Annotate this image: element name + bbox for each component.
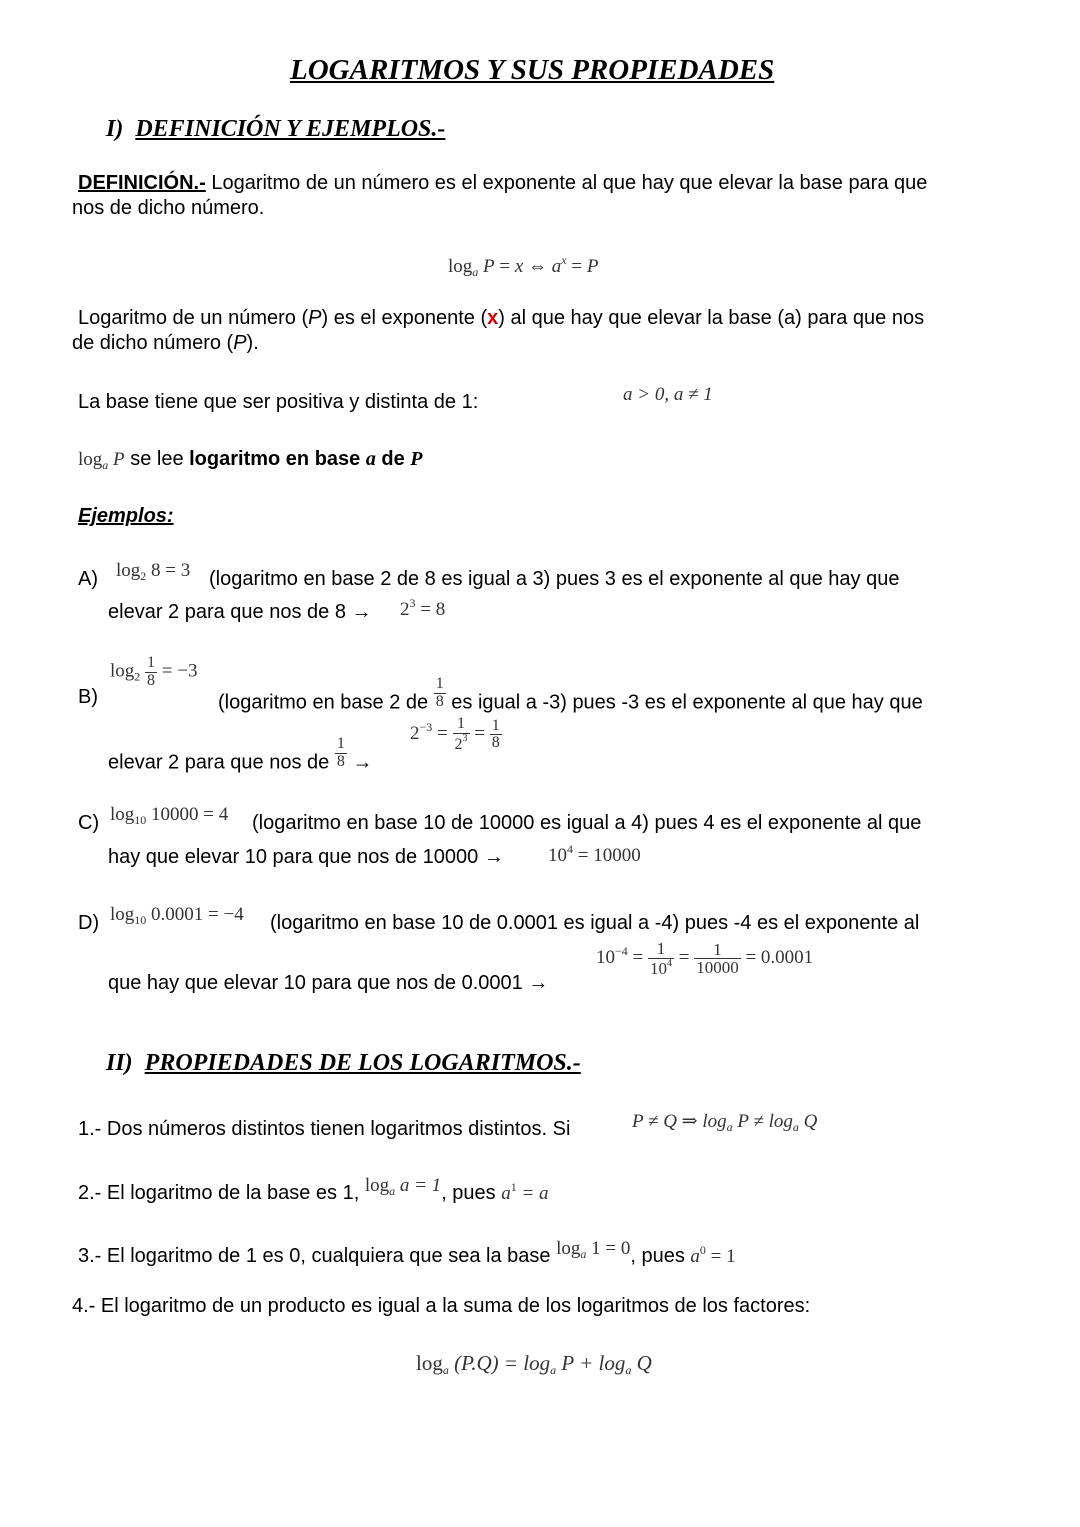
example-b-result: [410, 716, 502, 754]
example-b-result-sup: −3: [419, 720, 433, 735]
main-formula-eq: =: [494, 256, 515, 277]
main-formula-sup: x: [561, 253, 567, 267]
property-4-text: 4.- El logaritmo de un producto es igual a la suma de los logaritmos de los factores:: [72, 1295, 811, 1317]
property-3-line: [78, 1238, 736, 1270]
example-b-result-base: 2: [410, 723, 420, 745]
property-3-log: log: [556, 1238, 581, 1259]
reading-arg: P: [108, 449, 125, 470]
reading-text: se lee: [124, 448, 190, 470]
fraction-numerator: 1: [694, 941, 741, 960]
fraction-denominator: [453, 734, 470, 754]
explanation-text: ) al que hay que elevar la base (a) para que nos: [498, 307, 925, 329]
property-1-text: 1.- Dos números distintos tienen logaritmos distintos. Si: [78, 1118, 571, 1140]
equals: =: [627, 947, 648, 969]
definition-text-1: Logaritmo de un número es el exponente al que hay que elevar la base para que: [205, 172, 928, 194]
example-a-log: log: [116, 560, 141, 581]
example-c-result-rest: = 10000: [573, 845, 641, 866]
property-1-formula-part: P ≠ Q ⇒ log: [632, 1111, 727, 1132]
example-d-result-fraction-2: [694, 941, 741, 978]
example-c-base: 10: [134, 813, 147, 827]
equals: =: [432, 723, 453, 745]
property-3-rest: 1 = 0: [586, 1238, 631, 1259]
equals: =: [469, 723, 490, 745]
example-b-text: elevar 2 para que nos de: [108, 751, 330, 774]
explanation-line-1: [78, 307, 924, 330]
fraction-numerator: 1: [435, 675, 444, 692]
comma: ,: [630, 1245, 636, 1267]
property-2-base: a: [389, 1184, 396, 1198]
fraction-denominator: 8: [491, 734, 500, 752]
section-1-number: I): [106, 116, 124, 142]
main-formula-eq2: =: [566, 256, 587, 277]
property-1-base: a: [726, 1120, 733, 1134]
example-d-letter: D): [78, 912, 100, 934]
reading-bold-text: logaritmo en base: [189, 448, 366, 470]
property-1-formula-part: Q: [798, 1111, 818, 1132]
fraction-denominator-base: 2: [454, 735, 463, 753]
property-2-line: [78, 1175, 549, 1207]
property-1-formula-part: P ≠ log: [732, 1111, 793, 1132]
main-formula-arg: P: [478, 256, 495, 277]
example-a-result-base: 2: [400, 599, 410, 620]
fraction-denominator-base: 10: [650, 958, 667, 978]
product-formula-base: a: [550, 1363, 557, 1377]
section-2-number: II): [106, 1050, 133, 1076]
property-2-formula: [365, 1175, 441, 1196]
property-2-proof-sup: 1: [510, 1180, 517, 1194]
example-d-result-sup: −4: [615, 944, 628, 959]
example-c-log: log: [110, 804, 135, 825]
main-formula-a: a: [551, 256, 562, 277]
fraction-numerator: 1: [453, 716, 470, 734]
explanation-p: P: [308, 307, 322, 329]
example-d-result-fraction-1: [648, 940, 674, 978]
example-a-result: [400, 596, 445, 621]
example-c-result-base: 10: [548, 845, 567, 866]
main-formula: [448, 253, 598, 280]
example-c-letter: C): [78, 812, 100, 834]
example-c-result: [548, 842, 641, 867]
example-b-text: es igual a -3) pues -3 es el exponente al que hay que: [451, 691, 923, 714]
example-a-result-sup: 3: [409, 596, 416, 610]
example-c-rest: 10000 = 4: [146, 804, 229, 825]
fraction-denominator: 8: [336, 752, 345, 770]
example-d-text-1: (logaritmo en base 10 de 0.0001 es igual a -4) pues -4 es el exponente al: [270, 912, 920, 934]
page-title: LOGARITMOS Y SUS PROPIEDADES: [290, 54, 775, 86]
example-c-text-1: (logaritmo en base 10 de 10000 es igual a 4) pues 4 es el exponente al que: [252, 812, 922, 834]
example-d-result-base: 10: [596, 947, 615, 969]
explanation-text: ).: [246, 332, 259, 354]
property-3-proof-a: a: [690, 1246, 700, 1267]
explanation-text: de dicho número (: [72, 332, 234, 354]
example-d-log: log: [110, 904, 135, 925]
main-formula-iff: ⇔: [523, 256, 552, 277]
property-3-base: a: [580, 1247, 587, 1261]
fraction-numerator: 1: [336, 735, 345, 752]
example-d-text-2: que hay que elevar 10 para que nos de 0.0001 →: [108, 972, 549, 994]
reading-p: P: [410, 448, 423, 470]
example-b-text-1: [218, 675, 923, 721]
section-2-heading: [106, 1050, 581, 1077]
reading-bold-text: de: [375, 448, 411, 470]
product-formula: [416, 1351, 652, 1378]
example-b-result-fraction-2: [490, 718, 502, 753]
property-2-text: 2.- El logaritmo de la base es 1,: [78, 1182, 360, 1204]
product-formula-base: a: [442, 1363, 449, 1377]
product-formula-part: (P.Q) = log: [448, 1351, 551, 1375]
equals: =: [674, 947, 695, 969]
property-2-log: log: [364, 1175, 390, 1196]
example-b-text: (logaritmo en base 2 de: [218, 691, 429, 714]
main-formula-p: P: [586, 256, 599, 277]
fraction-denominator: 8: [147, 671, 156, 689]
property-2-pues: pues: [446, 1182, 502, 1204]
example-a-text-2: elevar 2 para que nos de 8 →: [108, 601, 372, 623]
definition-label: DEFINICIÓN.-: [78, 172, 206, 194]
base-condition-formula: a > 0, a ≠ 1: [623, 384, 713, 405]
reading-base: a: [102, 458, 109, 472]
example-a-text-1: (logaritmo en base 2 de 8 es igual a 3) pues 3 es el exponente al que hay que: [209, 568, 900, 590]
example-d-formula: [110, 904, 244, 928]
base-condition-text: La base tiene que ser positiva y distinta de 1:: [78, 391, 479, 413]
product-formula-part: P + log: [556, 1351, 626, 1375]
example-a-rest: 8 = 3: [146, 560, 191, 581]
fraction-denominator-sup: 4: [667, 957, 672, 969]
main-formula-log: log: [448, 256, 473, 277]
example-a-formula: [116, 560, 190, 584]
example-a-result-rest: = 8: [415, 599, 446, 620]
example-c-text-2: hay que elevar 10 para que nos de 10000 →: [108, 846, 504, 868]
property-3-pues: pues: [635, 1245, 691, 1267]
product-formula-base: a: [625, 1363, 632, 1377]
property-3-proof-sup: 0: [699, 1243, 706, 1257]
example-b-formula: [110, 655, 197, 690]
comma: ,: [441, 1182, 447, 1204]
explanation-p: P: [233, 332, 247, 354]
property-2-proof: [501, 1180, 549, 1204]
example-d-result: [596, 940, 813, 978]
fraction-denominator: 10000: [696, 958, 739, 978]
main-formula-base: a: [472, 265, 479, 279]
example-a-letter: A): [78, 568, 98, 590]
property-3-proof: [690, 1243, 736, 1267]
property-2-proof-rest: = a: [516, 1183, 549, 1204]
main-formula-x: x: [514, 256, 524, 277]
section-1-label: DEFINICIÓN Y EJEMPLOS.-: [135, 116, 446, 142]
property-2-proof-a: a: [501, 1183, 511, 1204]
definition-line-1: [78, 172, 927, 195]
example-c-formula: [110, 804, 228, 828]
example-b-text-2: [108, 735, 373, 781]
explanation-x: x: [487, 307, 499, 329]
fraction-denominator-sup: 3: [462, 732, 468, 744]
example-c-result-sup: 4: [567, 842, 573, 856]
explanation-text: ) es el exponente (: [321, 307, 488, 329]
reading-log: log: [78, 449, 103, 470]
reading-line: [78, 448, 423, 473]
example-b-rest: = −3: [157, 660, 198, 682]
arrow: →: [352, 751, 373, 774]
property-2-rest: a = 1: [395, 1175, 442, 1196]
example-d-base: 10: [134, 913, 147, 927]
product-formula-part: Q: [631, 1351, 652, 1375]
fraction-numerator: 1: [147, 654, 156, 671]
section-1-heading: [106, 116, 445, 143]
property-1-base: a: [792, 1120, 799, 1134]
example-b-fraction: [145, 655, 157, 690]
fraction-numerator: 1: [491, 716, 500, 734]
property-3-formula: [556, 1238, 630, 1259]
example-b-result-fraction-1: [453, 716, 470, 754]
example-d-result-rest: = 0.0001: [740, 947, 814, 969]
example-b-inline-fraction: [434, 676, 446, 711]
product-formula-part: log: [416, 1351, 443, 1375]
fraction-numerator: 1: [648, 940, 674, 959]
example-a-base: 2: [140, 569, 147, 583]
section-2-label: PROPIEDADES DE LOS LOGARITMOS.-: [144, 1050, 581, 1076]
example-b-base: 2: [134, 669, 141, 684]
property-3-proof-rest: = 1: [705, 1246, 736, 1267]
fraction-denominator: [648, 959, 674, 978]
reading-a: a: [365, 448, 376, 470]
explanation-line-2: [72, 332, 259, 355]
fraction-denominator: 8: [435, 692, 444, 710]
property-3-text: 3.- El logaritmo de 1 es 0, cualquiera que sea la base: [78, 1245, 551, 1267]
examples-heading: Ejemplos:: [78, 505, 174, 527]
example-b-inline-fraction-2: [335, 736, 347, 771]
explanation-text: Logaritmo de un número (: [78, 307, 309, 329]
property-1-formula: [632, 1110, 817, 1135]
example-b-letter: B): [78, 686, 98, 708]
example-d-rest: 0.0001 = −4: [146, 904, 244, 925]
example-b-log: log: [110, 660, 135, 682]
definition-line-2: nos de dicho número.: [72, 197, 265, 219]
